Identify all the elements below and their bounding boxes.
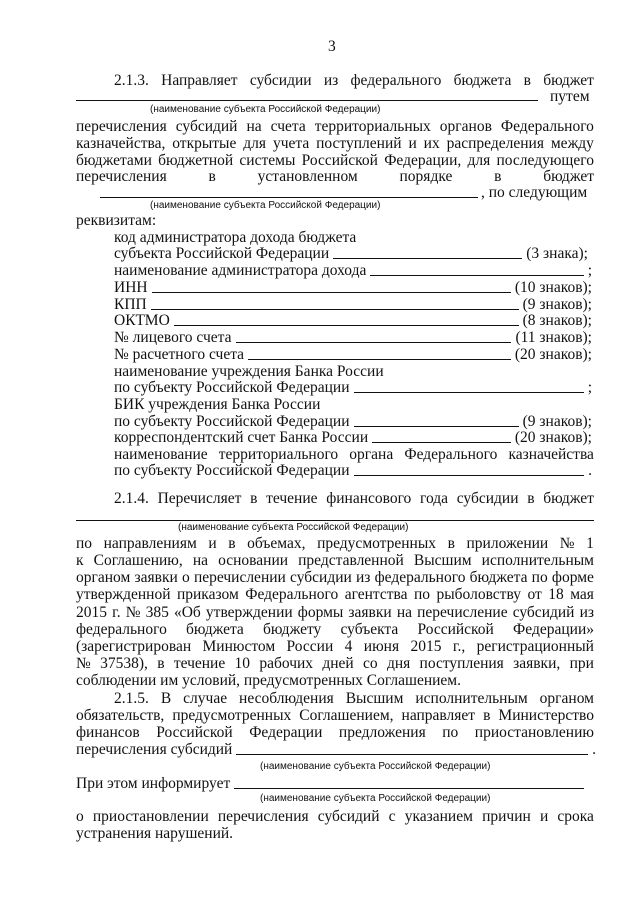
para-2-1-5-line-6	[76, 808, 594, 826]
word: перечисления	[76, 168, 167, 185]
word: направлениям	[103, 535, 197, 552]
word: рыболовству	[436, 586, 521, 603]
word: бюджету	[263, 621, 322, 638]
subject-name-line	[100, 197, 478, 198]
word: по	[76, 535, 93, 552]
word: 10	[234, 655, 251, 672]
word: установленном	[257, 168, 358, 185]
subject-name-line	[76, 520, 594, 521]
field-label: ИНН	[114, 279, 148, 296]
word: 2015	[410, 638, 442, 655]
subject-caption: (наименование субъекта Российской Федерации)	[178, 522, 409, 533]
word: Российской	[301, 152, 378, 169]
field-suffix: (9 знаков);	[522, 296, 592, 313]
field-suffix: (3 знака);	[526, 245, 588, 262]
field-label: № лицевого счета	[114, 329, 232, 346]
word: форме	[551, 569, 594, 586]
word: мая	[570, 586, 594, 603]
word: приложении	[466, 535, 549, 552]
word: 2.1.5.	[114, 690, 149, 707]
word: года	[420, 490, 449, 507]
word: Соглашением,	[299, 707, 394, 724]
para-2-1-3-tail: путем	[550, 88, 590, 105]
word: финансов	[76, 724, 140, 741]
word: системы	[239, 152, 296, 169]
word: и	[408, 135, 417, 152]
word: представленной	[298, 552, 404, 569]
word: Минюстом	[202, 638, 276, 655]
word: исполнительным	[415, 690, 528, 707]
para-2-1-5-line-4	[76, 741, 596, 759]
req-treasury-field	[114, 462, 592, 480]
para-2-1-5-line-3	[76, 724, 594, 742]
word: Российской	[417, 621, 494, 638]
word: субсидии	[249, 72, 312, 89]
word: федерального	[76, 621, 167, 638]
word: поступления	[419, 655, 504, 672]
word: Федерации,	[384, 152, 462, 169]
para-2-1-3-line-7: реквизитам:	[76, 212, 157, 229]
field-suffix: ;	[587, 262, 592, 279]
word: 1	[586, 535, 594, 552]
word: бюджет	[543, 72, 594, 89]
word: их	[423, 135, 440, 152]
word: федерального	[374, 569, 466, 586]
field-suffix: (11 знаков);	[515, 329, 592, 346]
word: причин	[482, 808, 531, 825]
word: 2015	[76, 604, 107, 621]
word: 385	[145, 604, 169, 621]
word: Федерального	[500, 118, 594, 135]
word: Высшим	[345, 690, 404, 707]
field-label: КПП	[114, 296, 147, 313]
word: срока	[557, 808, 594, 825]
para-2-1-5-line-7: устранения нарушений.	[76, 825, 234, 842]
field-suffix: (10 знаков);	[514, 279, 592, 296]
word: Федерального	[404, 446, 498, 463]
word: июня	[363, 638, 400, 655]
blank-line	[236, 754, 588, 755]
word: предложения	[338, 724, 426, 741]
word: субсидий	[317, 808, 380, 825]
blank-line	[174, 325, 519, 326]
blank-line	[152, 292, 511, 293]
word: направляет	[401, 707, 476, 724]
word: из	[579, 604, 594, 621]
para-2-1-3-line-6: , по следующим	[481, 184, 588, 201]
field-suffix: (20 знаков);	[514, 429, 592, 446]
para-2-1-4-line-3	[76, 552, 594, 570]
word: течение	[173, 655, 226, 672]
field-label: по субъекту Российской Федерации	[114, 462, 350, 479]
word: наименование	[114, 446, 208, 463]
word: формы	[297, 604, 344, 621]
word: счета	[270, 118, 306, 135]
word: «Об	[173, 604, 201, 621]
field-label: субъекта Российской Федерации	[114, 245, 330, 262]
word: учета	[272, 135, 310, 152]
req-admin-code-field	[114, 245, 588, 263]
field-suffix: .	[592, 741, 596, 758]
word: распределения	[446, 135, 544, 152]
blank-line	[151, 309, 519, 310]
word: к	[76, 552, 84, 569]
word: бюджета	[469, 569, 528, 586]
para-2-1-3-line-3	[76, 135, 594, 153]
req-corr-account-field	[114, 429, 592, 447]
word: на	[246, 118, 262, 135]
word: предусмотренных	[317, 535, 437, 552]
field-label: № расчетного счета	[114, 346, 245, 363]
word: обязательств,	[76, 707, 165, 724]
word: г.	[112, 604, 121, 621]
word: Федерального	[245, 586, 339, 603]
word: бюджет	[543, 490, 594, 507]
para-2-1-5-line-2	[76, 707, 594, 725]
subject-caption: (наименование субъекта Российской Федерации)	[260, 761, 491, 772]
word: объемах,	[247, 535, 306, 552]
word: последующего	[496, 152, 594, 169]
para-2-1-4-line-1	[114, 490, 594, 508]
word: по	[531, 569, 548, 586]
blank-line	[234, 788, 584, 789]
req-admin-code: код администратора дохода бюджета	[114, 229, 357, 246]
word: бюджетами	[76, 152, 152, 169]
subject-caption: (наименование субъекта Российской Федерации)	[150, 200, 381, 211]
word: Направляет	[161, 72, 238, 89]
req-bik: БИК учреждения Банка России	[114, 396, 321, 413]
word: в	[494, 168, 502, 185]
para-2-1-4-line-5	[76, 586, 594, 604]
word: Российской	[156, 724, 233, 741]
word: органом	[539, 690, 594, 707]
word: субсидии	[456, 490, 519, 507]
word: течение	[266, 490, 318, 507]
word: 4	[344, 638, 353, 655]
req-bank-name-field	[114, 379, 592, 397]
word: Федерации	[249, 724, 323, 741]
req-oktmo-field	[114, 312, 592, 330]
word: бюджета	[186, 621, 244, 638]
field-label: наименование администратора дохода	[114, 262, 367, 279]
blank-line	[333, 258, 522, 259]
word: приостановлению	[474, 724, 594, 741]
word: агентства	[344, 586, 408, 603]
word: из	[356, 569, 371, 586]
word: субсидий	[512, 604, 575, 621]
para-2-1-4-line-9	[76, 655, 594, 673]
word: на	[192, 552, 209, 569]
word: случае	[183, 690, 228, 707]
word: Федерации»	[513, 621, 594, 638]
word: перечисления	[217, 808, 309, 825]
word: №	[559, 535, 575, 552]
word: исполнительным	[481, 552, 594, 569]
field-label: перечисления субсидий	[76, 741, 233, 758]
word: в	[208, 168, 216, 185]
word: бюджет	[543, 168, 594, 185]
word: субсидий	[175, 118, 238, 135]
word: в	[447, 535, 455, 552]
word: в	[527, 490, 535, 507]
field-suffix: (20 знаков);	[514, 346, 592, 363]
para-2-1-3-line-2	[76, 118, 594, 136]
req-admin-name-field	[114, 262, 592, 280]
word: федерального	[350, 72, 442, 89]
word: регистрационный	[476, 638, 594, 655]
word: №	[76, 655, 91, 672]
field-label: При этом информирует	[76, 775, 231, 792]
subject-caption: (наименование субъекта Российской Федерации)	[150, 104, 381, 115]
word: перечисления	[76, 118, 167, 135]
word: указанием	[404, 808, 473, 825]
field-label: по субъекту Российской Федерации	[114, 379, 350, 396]
word: субсидии	[290, 569, 352, 586]
word: финансового	[326, 490, 412, 507]
word: Перечисляет	[157, 490, 242, 507]
word: заявки	[348, 604, 392, 621]
word: от	[527, 586, 542, 603]
word: Высшим	[413, 552, 472, 569]
word: для	[467, 152, 491, 169]
word: территориальных	[314, 118, 431, 135]
blank-line	[370, 275, 583, 276]
word: казначейства	[508, 446, 594, 463]
word: казначейства,	[76, 135, 166, 152]
word: перечисление	[417, 604, 508, 621]
word: перечислении	[193, 569, 286, 586]
word: утвержденной	[76, 586, 171, 603]
word: органа	[349, 446, 394, 463]
word: приказом	[176, 586, 239, 603]
para-2-1-4-line-10: соблюдении им условий, предусмотренных Соглашением.	[76, 672, 461, 689]
field-suffix: (8 знаков);	[522, 312, 592, 329]
para-2-1-3-line-1	[114, 72, 594, 90]
field-suffix: ;	[587, 379, 592, 396]
word: в	[157, 655, 165, 672]
word: бюджетной	[158, 152, 234, 169]
word: органом	[76, 569, 131, 586]
subject-name-line	[76, 100, 538, 101]
word: В	[160, 690, 172, 707]
para-2-1-4-line-2	[76, 535, 594, 553]
para-2-1-4-line-4	[76, 569, 594, 587]
blank-line	[372, 442, 511, 443]
word: основании	[218, 552, 289, 569]
word: органов	[439, 118, 492, 135]
word: бюджета	[453, 72, 512, 89]
field-suffix: .	[588, 462, 592, 479]
word: №	[125, 604, 141, 621]
word: по	[442, 724, 459, 741]
word: Министерство	[498, 707, 594, 724]
word: в	[523, 72, 531, 89]
word: по	[413, 586, 431, 603]
word: в	[250, 490, 258, 507]
word: в	[483, 707, 491, 724]
word: о	[76, 808, 84, 825]
req-bank-name: наименование учреждения Банка России	[114, 363, 384, 380]
word: Соглашению,	[93, 552, 183, 569]
word: субъекта	[340, 621, 399, 638]
word: (зарегистрирован	[76, 638, 192, 655]
field-suffix: (9 знаков);	[522, 413, 592, 430]
word: России	[286, 638, 334, 655]
para-2-1-4-line-7	[76, 621, 594, 639]
word: заявки	[134, 569, 178, 586]
word: и	[539, 808, 549, 825]
blank-line	[236, 342, 512, 343]
blank-line	[354, 426, 519, 427]
word: дня	[386, 655, 411, 672]
word: порядке	[399, 168, 453, 185]
word: из	[323, 72, 339, 89]
para-2-1-5-line-1	[114, 690, 594, 708]
word: при	[569, 655, 594, 672]
field-label: ОКТМО	[114, 312, 170, 329]
word: приостановлении	[92, 808, 209, 825]
word: дней	[322, 655, 354, 672]
word: предусмотренных	[172, 707, 292, 724]
word: на	[396, 604, 412, 621]
page-number: 3	[328, 38, 336, 55]
subject-caption: (наименование субъекта Российской Федерации)	[260, 793, 491, 804]
word: несоблюдения	[239, 690, 334, 707]
word: 2.1.4.	[114, 490, 149, 507]
word: со	[363, 655, 378, 672]
word: 37538),	[100, 655, 148, 672]
field-label: по субъекту Российской Федерации	[114, 413, 350, 430]
word: территориального	[218, 446, 339, 463]
para-2-1-4-line-8	[76, 638, 594, 656]
para-2-1-4-line-6	[76, 604, 594, 622]
word: поступлений	[316, 135, 402, 152]
req-inn-field	[114, 279, 592, 297]
word: в	[228, 535, 236, 552]
word: открытые	[172, 135, 237, 152]
word: 18	[548, 586, 564, 603]
word: с	[388, 808, 396, 825]
req-settlement-account-field	[114, 346, 592, 364]
word: утверждении	[205, 604, 293, 621]
word: г.,	[452, 638, 466, 655]
para-2-1-5-line-5	[76, 775, 588, 793]
word: о	[181, 569, 190, 586]
word: между	[550, 135, 594, 152]
word: 2.1.3.	[114, 72, 149, 89]
word: заявки,	[513, 655, 561, 672]
field-label: корреспондентский счет Банка России	[114, 429, 369, 446]
word: и	[208, 535, 217, 552]
word: для	[243, 135, 267, 152]
blank-line	[354, 475, 585, 476]
word: рабочих	[259, 655, 314, 672]
blank-line	[248, 359, 511, 360]
req-personal-account-field	[114, 329, 592, 347]
blank-line	[354, 392, 584, 393]
